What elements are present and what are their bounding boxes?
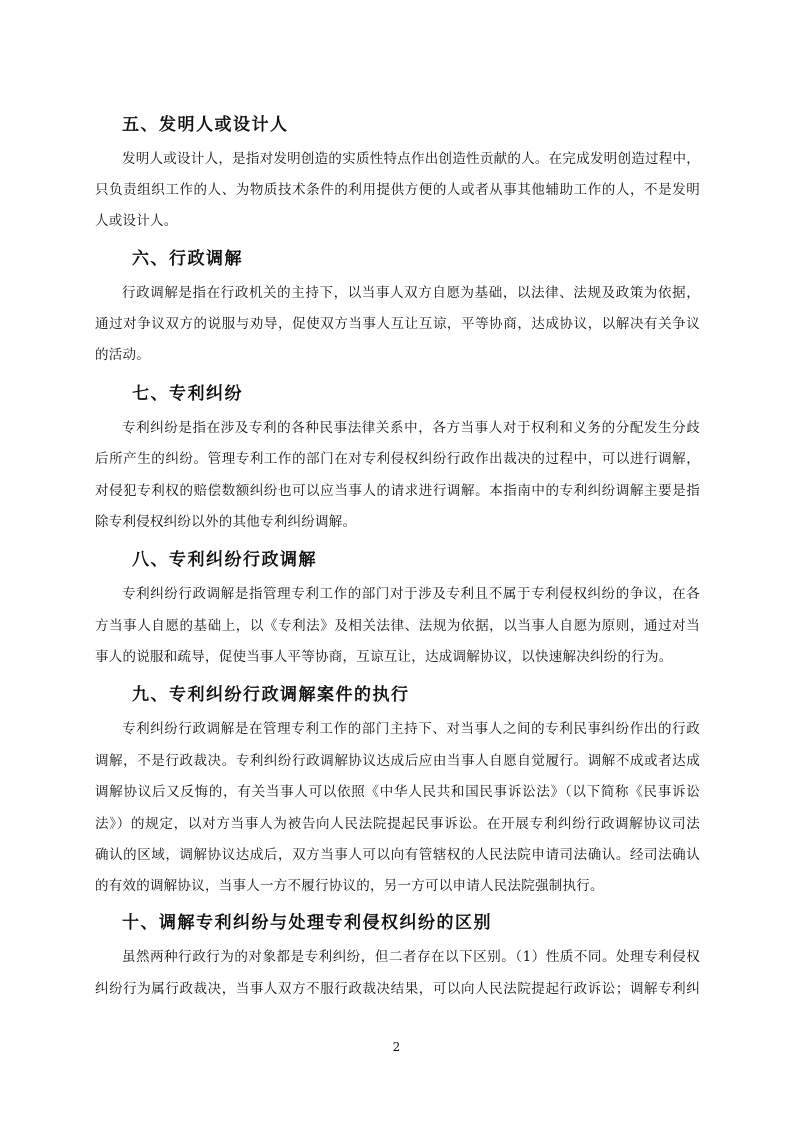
paragraph-line: 后所产生的纠纷。管理专利工作的部门在对专利侵权纠纷行政作出裁决的过程中，可以进行调解， <box>95 451 700 467</box>
paragraph-line: 对侵犯专利权的赔偿数额纠纷也可以应当事人的请求进行调解。本指南中的专利纠纷调解主要是指 <box>95 483 700 499</box>
section-heading-administrative-mediation: 六、行政调解 <box>132 249 243 269</box>
paragraph-line: 专利纠纷行政调解是在管理专利工作的部门主持下、对当事人之间的专利民事纠纷作出的行政 <box>122 721 700 737</box>
paragraph-line: 调解协议后又反悔的，有关当事人可以依照《中华人民共和国民事诉讼法》（以下简称《民事诉讼 <box>95 784 700 800</box>
paragraph-line: 虽然两种行政行为的对象都是专利纠纷，但二者存在以下区别。（1）性质不同。处理专利侵权 <box>122 949 700 965</box>
paragraph-line: 的有效的调解协议，当事人一方不履行协议的，另一方可以申请人民法院强制执行。 <box>95 878 604 894</box>
paragraph-line: 除专利侵权纠纷以外的其他专利纠纷调解。 <box>95 514 357 530</box>
paragraph-line: 行政调解是指在行政机关的主持下，以当事人双方自愿为基础，以法律、法规及政策为依据， <box>122 285 700 301</box>
paragraph-line: 专利纠纷是指在涉及专利的各种民事法律关系中，各方当事人对于权利和义务的分配发生分歧 <box>122 420 700 436</box>
section-heading-patent-dispute-mediation: 八、专利纠纷行政调解 <box>132 550 317 570</box>
section-heading-inventor: 五、发明人或设计人 <box>122 115 289 135</box>
paragraph-line: 人或设计人。 <box>95 213 178 229</box>
paragraph-line: 法》）的规定，以对方当事人为被告向人民法院提起民事诉讼。在开展专利纠纷行政调解协议司法 <box>95 816 700 832</box>
section-heading-mediation-enforcement: 九、专利纠纷行政调解案件的执行 <box>132 685 410 705</box>
section-heading-mediation-vs-infringement: 十、调解专利纠纷与处理专利侵权纠纷的区别 <box>122 913 492 933</box>
section-heading-patent-dispute: 七、专利纠纷 <box>132 384 243 404</box>
paragraph-line: 事人的说服和疏导，促使当事人平等协商，互谅互让，达成调解协议，以快速解决纠纷的行为。 <box>95 649 673 665</box>
paragraph-line: 方当事人自愿的基础上，以《专利法》及相关法律、法规为依据，以当事人自愿为原则，通过对当 <box>95 618 700 634</box>
paragraph-line: 通过对争议双方的说服与劝导，促使双方当事人互让互谅，平等协商，达成协议，以解决有关争议 <box>95 316 700 332</box>
paragraph-line: 纠纷行为属行政裁决，当事人双方不服行政裁决结果，可以向人民法院提起行政诉讼；调解专利纠 <box>95 981 700 997</box>
paragraph-line: 发明人或设计人，是指对发明创造的实质性特点作出创造性贡献的人。在完成发明创造过程中， <box>122 151 700 167</box>
paragraph-line: 专利纠纷行政调解是指管理专利工作的部门对于涉及专利且不属于专利侵权纠纷的争议，在各 <box>122 586 700 602</box>
paragraph-line: 调解，不是行政裁决。专利纠纷行政调解协议达成后应由当事人自愿自觉履行。调解不成或者达成 <box>95 753 700 769</box>
paragraph-line: 的活动。 <box>95 347 150 363</box>
paragraph-line: 确认的区域，调解协议达成后，双方当事人可以向有管辖权的人民法院申请司法确认。经司法确认 <box>95 847 700 863</box>
page-number: 2 <box>392 1040 401 1054</box>
paragraph-line: 只负责组织工作的人、为物质技术条件的利用提供方便的人或者从事其他辅助工作的人，不是发明 <box>95 182 700 198</box>
